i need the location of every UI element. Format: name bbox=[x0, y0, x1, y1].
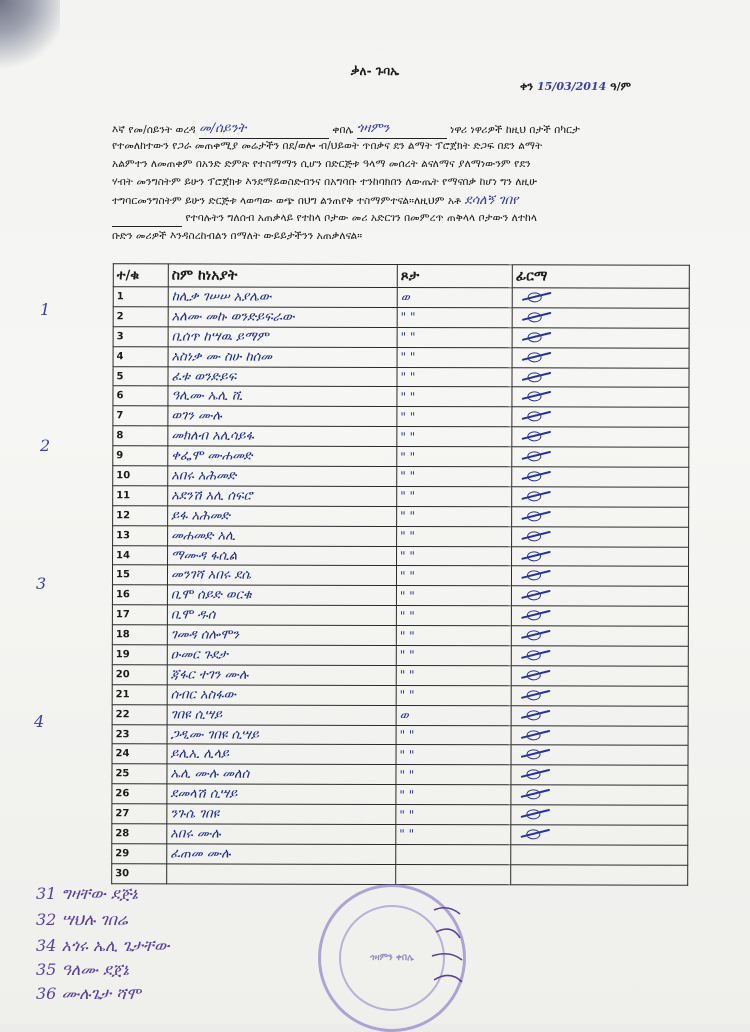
intro-line-3: አልምተን ለመጠቀም በአንድ ድምጽ የተስማማን ሲሆን በድርጅቱ ዓላማ መሰረት ልናለማና ያለማነውንም የደን bbox=[112, 158, 531, 170]
intro-line-1 bbox=[112, 120, 672, 139]
signature-mark bbox=[521, 489, 551, 501]
kebele-blank bbox=[357, 120, 447, 139]
row-sex: " " bbox=[396, 745, 511, 765]
row-name: ፈቱ ወንድይፍ bbox=[168, 366, 397, 386]
intro-text: ቀበሌ bbox=[332, 124, 354, 136]
row-sex: " " bbox=[396, 586, 511, 606]
row-name: ደመላሽ ሲሣይ bbox=[167, 784, 396, 804]
table-row bbox=[113, 426, 689, 447]
row-name: መክለብ አሊሳይፋ bbox=[168, 426, 397, 446]
row-sex: " " bbox=[396, 626, 511, 646]
signature-mark bbox=[520, 788, 550, 800]
row-number: 1 bbox=[113, 287, 168, 307]
row-number: 6 bbox=[113, 386, 168, 406]
row-sex: " " bbox=[397, 427, 512, 447]
table-row bbox=[112, 844, 688, 865]
row-name: ቢሞ ዱሰ bbox=[167, 605, 396, 625]
table-row bbox=[113, 525, 689, 546]
row-sex: " " bbox=[396, 785, 511, 805]
row-number: 29 bbox=[112, 844, 167, 864]
signature-mark bbox=[520, 827, 550, 839]
row-name: ማሙዳ ፋሲል bbox=[168, 545, 397, 565]
row-signature bbox=[511, 705, 688, 725]
row-name: መሐመድ አሊ bbox=[168, 526, 397, 546]
signature-mark bbox=[521, 509, 551, 521]
signature-mark bbox=[522, 290, 552, 302]
row-signature bbox=[512, 467, 689, 487]
bottom-signatures bbox=[428, 900, 468, 1000]
signature-mark bbox=[521, 529, 551, 541]
table-row bbox=[113, 506, 689, 527]
stamp-text: ጎዛምን ቀበሌ bbox=[370, 953, 414, 963]
row-name: ቀፌሞ ሙሐመድ bbox=[168, 446, 397, 466]
row-number: 15 bbox=[112, 565, 167, 585]
intro-line-6 bbox=[112, 210, 672, 227]
signature-mark bbox=[521, 390, 551, 402]
row-name: መንገሻ አበሩ ደሴ bbox=[167, 565, 396, 585]
row-number: 21 bbox=[112, 685, 167, 705]
row-number: 27 bbox=[112, 804, 167, 824]
row-sex: " " bbox=[396, 725, 511, 745]
extra-entry: 34 አጎሩ ኤሊ ጌታቸው bbox=[36, 936, 170, 955]
intro-text: እኛ የመ/ሰይንት ወረዳ bbox=[112, 124, 196, 136]
row-signature bbox=[511, 745, 688, 765]
row-number: 7 bbox=[113, 406, 168, 426]
row-sex: " " bbox=[397, 546, 512, 566]
row-name: ፈጠመ ሙሉ bbox=[167, 844, 396, 864]
row-number: 26 bbox=[112, 784, 167, 804]
row-sex: " " bbox=[397, 387, 512, 407]
row-name: ጃፋር ተገን ሙሉ bbox=[167, 665, 396, 685]
signature-mark bbox=[522, 310, 552, 322]
row-signature bbox=[512, 367, 689, 387]
name-blank bbox=[112, 226, 182, 227]
row-name: ቢሰጥ ከሣዉ ይማም bbox=[168, 327, 397, 347]
signature-mark bbox=[521, 648, 551, 660]
row-name: ጋዲሙ ገበዩ ሲሣይ bbox=[167, 724, 396, 744]
row-sex: " " bbox=[397, 526, 512, 546]
row-number: 5 bbox=[113, 366, 168, 386]
table-row bbox=[112, 645, 688, 666]
row-signature bbox=[511, 606, 688, 626]
row-sex: " " bbox=[397, 407, 512, 427]
row-signature bbox=[512, 387, 689, 407]
table-row bbox=[112, 724, 688, 745]
table-row bbox=[112, 605, 688, 626]
row-signature bbox=[511, 725, 688, 745]
row-sex: " " bbox=[397, 327, 512, 347]
row-number: 18 bbox=[112, 625, 167, 645]
row-sex: " " bbox=[396, 765, 511, 785]
row-number: 11 bbox=[113, 486, 168, 506]
row-name: ከሊቃ ገሠሠ አያሌው bbox=[168, 287, 397, 307]
date-suffix: ዓ/ም bbox=[610, 80, 631, 93]
signature-mark bbox=[520, 768, 550, 780]
intro-text: የተባሉትን ግለሰብ አጠቃላይ የተከላ ቦታው መሪ አድርገን በመምረጥ ጠቅላላ ቦታውን ለተከላ bbox=[185, 212, 538, 224]
table-row bbox=[112, 744, 688, 765]
scan-shadow bbox=[0, 0, 60, 70]
row-signature bbox=[511, 785, 688, 805]
row-signature bbox=[511, 865, 688, 885]
table-row bbox=[112, 824, 688, 845]
row-sex: " " bbox=[396, 665, 511, 685]
signature-mark bbox=[521, 429, 551, 441]
row-number: 22 bbox=[112, 704, 167, 724]
signature-mark bbox=[521, 628, 551, 640]
date-value: 15/03/2014 bbox=[537, 80, 607, 93]
signature-mark bbox=[521, 668, 551, 680]
table-row bbox=[113, 327, 689, 348]
row-name: ይሊኢ ሊላይ bbox=[167, 744, 396, 764]
signature-mark bbox=[521, 549, 551, 561]
row-number: 9 bbox=[113, 446, 168, 466]
row-signature bbox=[511, 825, 688, 845]
row-name: ገመዳ ሰሎሞን bbox=[167, 625, 396, 645]
row-name: ወገን ሙሉ bbox=[168, 406, 397, 426]
header-num: ተ/ቁ bbox=[113, 264, 168, 287]
intro-line-5 bbox=[112, 192, 672, 210]
row-sex: " " bbox=[396, 825, 511, 845]
row-sex: " " bbox=[396, 685, 511, 705]
signature-mark bbox=[522, 350, 552, 362]
intro-line-4: ሃብት መንግስትም ይሁን ፕሮጀክቱ እንደማይወስድብንና በአግባቡ ተንከባክበን ለውጤት የማናበቃ ከሆነ ግን ለዚሁ bbox=[112, 176, 538, 188]
row-signature bbox=[512, 328, 689, 348]
row-number: 24 bbox=[112, 744, 167, 764]
row-sex: ወ bbox=[397, 287, 512, 307]
row-number: 25 bbox=[112, 764, 167, 784]
margin-mark: 1 bbox=[40, 300, 51, 319]
table-header-row bbox=[113, 264, 689, 289]
row-signature bbox=[511, 586, 688, 606]
row-sex: " " bbox=[397, 447, 512, 467]
row-signature bbox=[512, 347, 689, 367]
header-sex: ጾታ bbox=[397, 264, 512, 287]
table-row bbox=[113, 366, 689, 387]
row-sex: " " bbox=[397, 367, 512, 387]
signature-mark bbox=[521, 609, 551, 621]
row-sex: " " bbox=[396, 606, 511, 626]
row-number: 10 bbox=[113, 466, 168, 486]
row-sex: " " bbox=[397, 347, 512, 367]
attendance-table bbox=[111, 263, 690, 885]
signature-mark bbox=[521, 569, 551, 581]
signature-mark bbox=[521, 688, 551, 700]
margin-mark: 3 bbox=[36, 574, 47, 593]
intro-line-2: የተመለከተውን የጋራ መጠቀሚያ መሬታችን በደ/ወሎ ብ/ህይወት ጥበቃና ደን ልማት ፕሮጀክት ድጋፍ በደን ልማት bbox=[112, 140, 543, 152]
woreda-blank bbox=[199, 120, 329, 139]
table-row bbox=[112, 864, 688, 885]
signature-mark bbox=[521, 449, 551, 461]
table-row bbox=[112, 764, 688, 785]
row-name: አደንሽ አሊ ሰፍሮ bbox=[168, 486, 397, 506]
date-line bbox=[520, 80, 631, 94]
margin-mark: 4 bbox=[34, 712, 45, 731]
row-name: ኤሊ ሙሉ መለሰ bbox=[167, 764, 396, 784]
row-number: 3 bbox=[113, 327, 168, 347]
table-row bbox=[113, 545, 689, 566]
date-prefix: ቀን bbox=[520, 80, 534, 93]
row-number: 13 bbox=[113, 525, 168, 545]
table-row bbox=[113, 466, 689, 487]
row-name: አለሙ መኩ ወንድይፍራው bbox=[168, 307, 397, 327]
table-row bbox=[112, 625, 688, 646]
row-number: 30 bbox=[112, 864, 167, 884]
row-signature bbox=[511, 765, 688, 785]
row-sex: " " bbox=[397, 467, 512, 487]
intro-text: ነዋሪ ነዋሪዎች ከዚህ በታች በካርታ bbox=[450, 124, 580, 136]
row-signature bbox=[511, 845, 688, 865]
table-row bbox=[113, 346, 689, 367]
row-number: 4 bbox=[113, 346, 168, 366]
kebele-handwritten: ጎዛምን bbox=[356, 121, 390, 136]
intro-text: ተግባርመንግስትም ይሁን ድርጅቱ ላወጣው ወጭ በህግ ልንጠየቅ ተስማምተናል።ለዚህም አቶ bbox=[112, 195, 462, 207]
row-name: ሰብር አስፋው bbox=[167, 685, 396, 705]
extra-entry: 36 ሙሉጌታ ሻሞ bbox=[36, 984, 141, 1003]
signature-mark bbox=[521, 410, 551, 422]
table-row bbox=[113, 446, 689, 467]
leader-name-handwritten: ደሳለኝ ገበየ bbox=[464, 193, 519, 208]
row-name bbox=[167, 864, 396, 884]
row-sex bbox=[396, 844, 511, 864]
row-signature bbox=[511, 666, 688, 686]
table-row bbox=[113, 486, 689, 507]
row-name: አበሩ አሕመድ bbox=[168, 466, 397, 486]
row-sex: ወ bbox=[396, 705, 511, 725]
row-signature bbox=[512, 487, 689, 507]
row-number: 23 bbox=[112, 724, 167, 744]
margin-mark: 2 bbox=[40, 436, 51, 455]
row-sex: " " bbox=[397, 486, 512, 506]
row-signature bbox=[512, 288, 689, 308]
row-signature bbox=[511, 805, 688, 825]
table-row bbox=[112, 685, 688, 706]
row-number: 16 bbox=[112, 585, 167, 605]
row-name: ይፋ አሕመድ bbox=[168, 506, 397, 526]
row-number: 20 bbox=[112, 665, 167, 685]
signature-mark bbox=[521, 469, 551, 481]
row-name: ገበዩ ሲሣይ bbox=[167, 705, 396, 725]
table-row bbox=[112, 784, 688, 805]
row-name: ዑመር ጉደታ bbox=[167, 645, 396, 665]
row-name: አበሩ ሙሉ bbox=[167, 824, 396, 844]
row-signature bbox=[512, 447, 689, 467]
row-name: ዓሊሙ ኤሊ ሺ bbox=[168, 386, 397, 406]
header-name: ስም ከነአያት bbox=[168, 264, 397, 288]
signature-mark bbox=[522, 370, 552, 382]
extra-entry: 31 ግዛቸው ደጅኔ bbox=[36, 884, 138, 903]
table-row bbox=[112, 665, 688, 686]
row-sex: " " bbox=[396, 805, 511, 825]
table-row bbox=[113, 307, 689, 328]
row-number: 2 bbox=[113, 307, 168, 327]
row-signature bbox=[511, 646, 688, 666]
table-row bbox=[113, 386, 689, 407]
signature-mark bbox=[522, 330, 552, 342]
header-signature: ፊርማ bbox=[512, 265, 689, 288]
document-title: ቃለ- ጉባኤ bbox=[350, 64, 400, 78]
signature-mark bbox=[521, 728, 551, 740]
row-signature bbox=[512, 507, 689, 527]
row-signature bbox=[512, 407, 689, 427]
table-row bbox=[113, 287, 689, 308]
extra-entry: 32 ሣህሉ ገበሬ bbox=[36, 910, 128, 929]
row-number: 19 bbox=[112, 645, 167, 665]
row-number: 8 bbox=[113, 426, 168, 446]
signature-mark bbox=[521, 748, 551, 760]
row-number: 14 bbox=[113, 545, 168, 565]
row-number: 28 bbox=[112, 824, 167, 844]
signature-mark bbox=[520, 807, 550, 819]
row-number: 17 bbox=[112, 605, 167, 625]
signature-mark bbox=[521, 589, 551, 601]
row-signature bbox=[512, 427, 689, 447]
extra-entry: 35 ዓለሙ ደጀኔ bbox=[36, 960, 129, 979]
row-name: ቢሞ ሰይድ ወርቁ bbox=[167, 585, 396, 605]
row-sex: " " bbox=[397, 307, 512, 327]
row-signature bbox=[512, 308, 689, 328]
row-sex: " " bbox=[396, 566, 511, 586]
row-signature bbox=[511, 626, 688, 646]
row-signature bbox=[512, 526, 689, 546]
row-number: 12 bbox=[113, 506, 168, 526]
woreda-handwritten: መ/ሰይንት bbox=[198, 121, 247, 136]
signature-mark bbox=[521, 708, 551, 720]
row-signature bbox=[511, 686, 688, 706]
intro-line-7: ቡድን መሪዎች እንዳስረከብልን በማለት ውይይታችንን አጠቃለናል። bbox=[112, 230, 363, 242]
table-row bbox=[112, 585, 688, 606]
row-signature bbox=[511, 566, 688, 586]
row-sex bbox=[396, 864, 511, 884]
row-sex: " " bbox=[396, 646, 511, 666]
table-row bbox=[113, 406, 689, 427]
row-name: ንጉሴ ገበዩ bbox=[167, 804, 396, 824]
row-sex: " " bbox=[397, 506, 512, 526]
row-name: አስነቃ ሙ ስሁ ከሰመ bbox=[168, 347, 397, 367]
table-row bbox=[112, 704, 688, 725]
row-signature bbox=[512, 546, 689, 566]
table-row bbox=[112, 565, 688, 586]
table-row bbox=[112, 804, 688, 825]
